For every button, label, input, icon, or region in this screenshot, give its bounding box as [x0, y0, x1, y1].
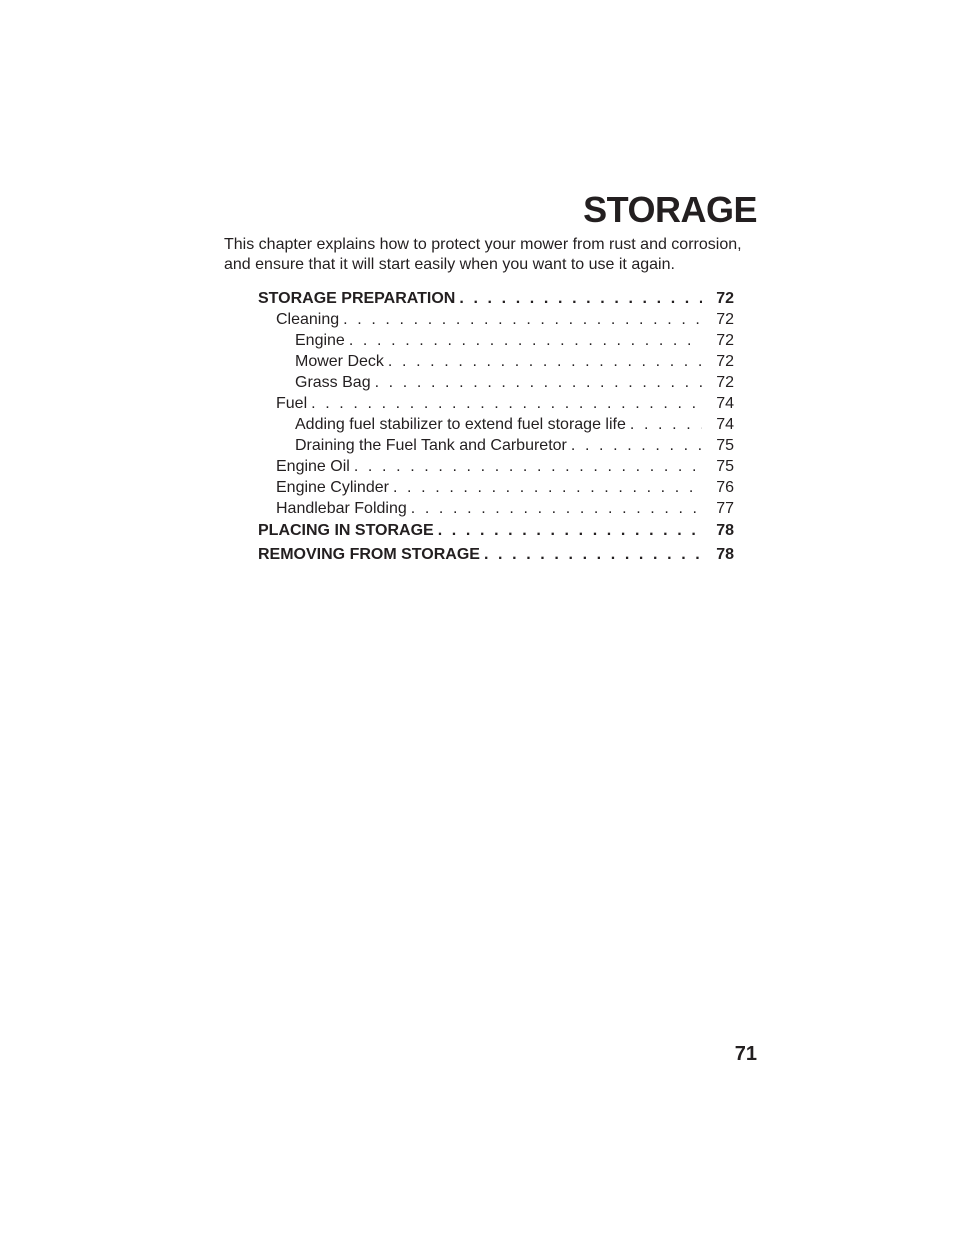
toc-leader-dots [375, 372, 702, 393]
toc-entry-page: 74 [716, 395, 734, 412]
chapter-title: STORAGE [583, 189, 757, 231]
toc-entry-page: 75 [716, 458, 734, 475]
toc-entry-engine-oil[interactable] [258, 456, 734, 477]
toc-entry-page: 76 [716, 479, 734, 496]
toc-entry-draining-fuel-tank[interactable] [258, 435, 734, 456]
toc-leader-dots [411, 498, 702, 519]
toc-entry-page: 77 [716, 500, 734, 517]
toc-entry-mower-deck[interactable] [258, 351, 734, 372]
toc-entry-label: Fuel [276, 395, 308, 412]
chapter-intro: This chapter explains how to protect your mower from rust and corrosion, and ensure that it will start easily when you want to use it again. [224, 236, 742, 273]
toc-entry-page: 78 [716, 546, 734, 563]
toc-entry-cleaning[interactable] [258, 309, 734, 330]
toc-leader-dots [343, 309, 702, 330]
toc-leader-dots [459, 288, 702, 309]
toc-leader-dots [354, 456, 702, 477]
toc-entry-removing-from-storage[interactable] [258, 543, 734, 567]
toc-entry-page: 78 [716, 522, 734, 539]
toc-leader-dots [311, 393, 702, 414]
toc-entry-storage-preparation[interactable] [258, 288, 734, 309]
toc-leader-dots [571, 435, 702, 456]
toc-entry-page: 72 [716, 311, 734, 328]
toc-entry-engine-cylinder[interactable] [258, 477, 734, 498]
toc-entry-label: Engine Oil [276, 458, 350, 475]
toc-entry-page: 72 [716, 353, 734, 370]
toc-entry-label: Grass Bag [295, 374, 371, 391]
toc-entry-page: 74 [716, 416, 734, 433]
toc-entry-label: REMOVING FROM STORAGE [258, 546, 480, 563]
toc-entry-label: Mower Deck [295, 353, 384, 370]
toc-entry-label: Adding fuel stabilizer to extend fuel storage life [295, 416, 626, 433]
toc-entry-page: 75 [716, 437, 734, 454]
toc-leader-dots [349, 330, 702, 351]
toc-entry-adding-fuel-stabilizer[interactable] [258, 414, 734, 435]
page-number: 71 [734, 1043, 757, 1065]
toc-leader-dots [438, 519, 702, 543]
toc-leader-dots [388, 351, 702, 372]
table-of-contents [258, 288, 734, 567]
toc-entry-label: Handlebar Folding [276, 500, 407, 517]
toc-entry-label: STORAGE PREPARATION [258, 290, 456, 307]
toc-entry-page: 72 [716, 332, 734, 349]
toc-entry-fuel[interactable] [258, 393, 734, 414]
toc-leader-dots [393, 477, 702, 498]
toc-entry-page: 72 [716, 374, 734, 391]
toc-entry-handlebar-folding[interactable] [258, 498, 734, 519]
toc-entry-page: 72 [716, 290, 734, 307]
toc-entry-label: PLACING IN STORAGE [258, 522, 434, 539]
toc-entry-label: Draining the Fuel Tank and Carburetor [295, 437, 567, 454]
toc-leader-dots [484, 543, 702, 567]
toc-entry-placing-in-storage[interactable] [258, 519, 734, 543]
toc-entry-label: Engine [295, 332, 345, 349]
toc-entry-label: Engine Cylinder [276, 479, 389, 496]
toc-leader-dots [630, 414, 702, 435]
toc-entry-grass-bag[interactable] [258, 372, 734, 393]
toc-entry-label: Cleaning [276, 311, 340, 328]
toc-entry-engine[interactable] [258, 330, 734, 351]
